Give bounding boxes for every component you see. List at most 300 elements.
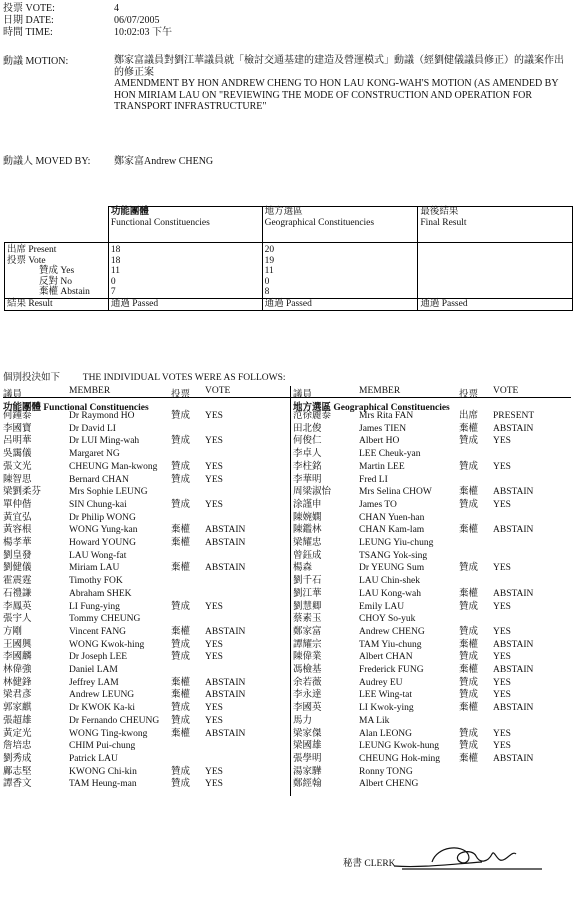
vote-zh: 贊成 xyxy=(171,474,191,485)
gc-row xyxy=(293,449,571,461)
col-vote-en-left: VOTE xyxy=(205,386,231,396)
member-name-en: CHEUNG Man-kwong xyxy=(69,461,158,472)
fc-row xyxy=(3,500,290,512)
motion-text-en: AMENDMENT BY HON ANDREW CHENG TO HON LAU KONG-WAH'S MOTION (AS AMENDED BY HON MIRIAM LAU ON "REVIEWING THE MODE OF CONSTRUCTION AND OPERATION FOR TRANSPORT INFRASTRUCTURE" xyxy=(114,78,559,112)
fc-row xyxy=(3,449,290,461)
member-name-en: WONG Ting-kwong xyxy=(69,728,148,739)
vote-zh: 棄權 xyxy=(459,525,479,536)
member-name-zh: 譚耀宗 xyxy=(293,639,322,650)
individual-votes-heading xyxy=(3,369,286,383)
fc-row xyxy=(3,767,290,779)
member-name-en: Howard YOUNG xyxy=(69,538,136,548)
vote-zh: 棄權 xyxy=(459,588,479,599)
vote-en: YES xyxy=(493,601,511,612)
vote-en: YES xyxy=(205,436,223,447)
member-name-en: LEUNG Yiu-chung xyxy=(359,538,434,548)
member-name-en: Alan LEONG xyxy=(359,728,413,739)
vote-en: YES xyxy=(493,499,511,510)
member-name-zh: 陳婉嫻 xyxy=(293,512,322,523)
summary-col-fc-zh: 功能團體 xyxy=(110,207,149,217)
summary-fc-yes: 11 xyxy=(110,266,121,277)
member-name-en: Patrick LAU xyxy=(69,753,118,764)
summary-col-gc xyxy=(262,207,418,243)
vote-zh: 贊成 xyxy=(459,563,479,574)
member-name-en: LAU Kong-wah xyxy=(359,588,422,599)
member-name-zh: 李國寶 xyxy=(3,423,32,434)
member-name-en: LI Kwok-ying xyxy=(359,703,414,714)
vote-zh: 贊成 xyxy=(171,703,191,714)
summary-fc-result: 通過 Passed xyxy=(108,298,262,310)
member-name-en: LI Fung-ying xyxy=(69,601,120,612)
gc-row xyxy=(293,665,571,677)
member-name-zh: 張超雄 xyxy=(3,715,32,726)
summary-gc-abstain: 8 xyxy=(264,287,270,298)
time-label: 時間 TIME: xyxy=(3,27,53,38)
vote-zh: 棄權 xyxy=(459,703,479,714)
vote-zh: 贊成 xyxy=(171,601,191,612)
member-name-zh: 涂謹申 xyxy=(293,499,322,510)
gc-row xyxy=(293,729,571,741)
vote-zh: 贊成 xyxy=(459,728,479,739)
vote-en: ABSTAIN xyxy=(205,677,246,688)
gc-row xyxy=(293,563,571,575)
member-name-en: Abraham SHEK xyxy=(69,588,132,599)
member-name-zh: 林健鋒 xyxy=(3,677,32,688)
date-value: 06/07/2005 xyxy=(114,15,160,26)
vote-en: ABSTAIN xyxy=(205,538,246,548)
summary-body xyxy=(5,243,573,299)
vote-en: YES xyxy=(205,411,223,421)
vote-en: YES xyxy=(493,741,511,752)
member-name-en: Audrey EU xyxy=(359,677,403,688)
vote-en: ABSTAIN xyxy=(493,703,534,714)
gc-row xyxy=(293,602,571,614)
vote-zh: 棄權 xyxy=(459,423,479,434)
fc-row xyxy=(3,411,290,423)
vote-en: YES xyxy=(205,601,223,612)
member-name-en: LEE Cheuk-yan xyxy=(359,449,421,460)
vote-en: YES xyxy=(493,652,511,663)
summary-gc-present: 20 xyxy=(264,245,275,255)
summary-gc-result: 通過 Passed xyxy=(262,298,418,310)
member-name-zh: 李柱銘 xyxy=(293,461,322,472)
gc-row xyxy=(293,525,571,537)
summary-labels xyxy=(5,243,109,299)
member-name-en: Emily LAU xyxy=(359,601,405,612)
vote-zh: 贊成 xyxy=(459,741,479,752)
member-name-en: Dr KWOK Ka-ki xyxy=(69,703,135,714)
gc-row xyxy=(293,538,571,550)
member-name-en: Miriam LAU xyxy=(69,563,120,574)
fc-row xyxy=(3,475,290,487)
summary-final-empty xyxy=(418,243,573,299)
fc-section-title: 功能團體 Functional Constituencies xyxy=(3,403,149,413)
gc-row xyxy=(293,500,571,512)
vote-zh: 贊成 xyxy=(171,461,191,472)
summary-col-final xyxy=(418,207,573,243)
member-name-en: Fred LI xyxy=(359,474,388,485)
member-name-en: Dr Joseph LEE xyxy=(69,652,128,663)
individual-votes-heading-en: THE INDIVIDUAL VOTES WERE AS FOLLOWS: xyxy=(82,373,286,383)
summary-gc-vote: 19 xyxy=(264,255,275,266)
member-name-zh: 郭家麒 xyxy=(3,703,32,714)
member-name-zh: 劉健儀 xyxy=(3,563,32,574)
member-name-zh: 蔡素玉 xyxy=(293,614,322,625)
moved-by-label: 動議人 MOVED BY: xyxy=(3,156,91,167)
fc-row xyxy=(3,424,290,436)
vote-en: YES xyxy=(493,728,511,739)
date-label: 日期 DATE: xyxy=(3,15,54,26)
member-name-en: Mrs Selina CHOW xyxy=(359,487,432,498)
member-name-en: CHAN Kam-lam xyxy=(359,525,425,536)
member-name-zh: 方剛 xyxy=(3,626,23,637)
vote-en: YES xyxy=(205,461,223,472)
gc-row xyxy=(293,741,571,753)
member-name-zh: 梁耀忠 xyxy=(293,538,322,548)
member-name-en: Dr YEUNG Sum xyxy=(359,563,425,574)
fc-row xyxy=(3,754,290,766)
vote-en: ABSTAIN xyxy=(493,665,534,675)
vote-en: ABSTAIN xyxy=(493,753,534,764)
vote-zh: 棄權 xyxy=(171,626,191,637)
vote-en: YES xyxy=(205,715,223,726)
summary-gc-no: 0 xyxy=(264,276,270,287)
member-name-en: Albert CHAN xyxy=(359,652,413,663)
fc-row xyxy=(3,589,290,601)
member-name-en: CHOY So-yuk xyxy=(359,614,416,625)
votes-column-header xyxy=(3,386,571,398)
member-name-zh: 劉秀成 xyxy=(3,753,32,764)
member-name-zh: 黃容根 xyxy=(3,525,32,536)
member-name-zh: 馬力 xyxy=(293,715,313,726)
vote-en: ABSTAIN xyxy=(205,690,246,701)
summary-col-fc-en: Functional Constituencies xyxy=(110,217,210,228)
member-name-zh: 陳鑑林 xyxy=(293,525,322,536)
summary-col-final-en: Final Result xyxy=(420,217,467,228)
member-name-zh: 余若薇 xyxy=(293,677,322,688)
fc-row xyxy=(3,462,290,474)
member-name-en: Albert CHENG xyxy=(359,779,419,790)
member-name-zh: 李國英 xyxy=(293,703,322,714)
column-divider xyxy=(290,386,291,796)
fc-row xyxy=(3,602,290,614)
fc-row xyxy=(3,729,290,741)
member-name-zh: 鄺志堅 xyxy=(3,766,32,777)
gc-row xyxy=(293,703,571,715)
vote-zh: 贊成 xyxy=(459,690,479,701)
fc-row xyxy=(3,576,290,588)
gc-row xyxy=(293,652,571,664)
motion-text-zh: 鄭家富議員對劉江華議員就「檢討交通基建的建造及營運模式」動議（經劉健儀議員修正）的議案作出的修正案 xyxy=(114,55,564,78)
member-name-zh: 楊孝華 xyxy=(3,538,32,548)
member-name-zh: 陳智思 xyxy=(3,474,32,485)
member-name-zh: 張宇人 xyxy=(3,614,32,625)
gc-row xyxy=(293,462,571,474)
member-name-zh: 陳偉業 xyxy=(293,652,322,663)
gc-row xyxy=(293,678,571,690)
vote-en: ABSTAIN xyxy=(493,423,534,434)
vote-en: ABSTAIN xyxy=(205,563,246,574)
vote-en: YES xyxy=(205,766,223,777)
member-name-zh: 梁劉柔芬 xyxy=(3,487,42,498)
gc-row xyxy=(293,779,571,791)
member-name-en: TSANG Yok-sing xyxy=(359,550,428,561)
member-name-zh: 周梁淑怡 xyxy=(293,487,332,498)
vote-number-value: 4 xyxy=(114,3,119,14)
summary-col-final-zh: 最後結果 xyxy=(420,207,459,217)
member-name-zh: 張文光 xyxy=(3,461,32,472)
gc-row xyxy=(293,589,571,601)
summary-col-fc xyxy=(108,207,262,243)
vote-zh: 棄權 xyxy=(171,677,191,688)
summary-fc-no: 0 xyxy=(110,276,116,287)
vote-en: ABSTAIN xyxy=(205,626,246,637)
member-name-en: Dr Fernando CHEUNG xyxy=(69,715,160,726)
gc-section-title: 地方選區 Geographical Constituencies xyxy=(293,403,450,413)
col-member-en-right: MEMBER xyxy=(359,386,401,396)
member-name-zh: 石禮謙 xyxy=(3,588,32,599)
summary-gc-yes: 11 xyxy=(264,266,274,277)
fc-row xyxy=(3,487,290,499)
member-name-zh: 呂明華 xyxy=(3,436,32,447)
member-name-zh: 鄭家富 xyxy=(293,626,322,637)
vote-en: ABSTAIN xyxy=(493,639,534,650)
col-vote-zh-left: 投票 xyxy=(171,390,191,400)
summary-table xyxy=(4,206,573,311)
member-name-en: CHAN Yuen-han xyxy=(359,512,425,523)
vote-number-label: 投票 VOTE: xyxy=(3,3,55,14)
vote-zh: 棄權 xyxy=(459,487,479,498)
fc-row xyxy=(3,779,290,791)
vote-zh: 贊成 xyxy=(459,677,479,688)
vote-en: ABSTAIN xyxy=(493,525,534,536)
member-name-en: TAM Yiu-chung xyxy=(359,639,422,650)
vote-zh: 贊成 xyxy=(171,639,191,650)
vote-zh: 贊成 xyxy=(459,436,479,447)
member-name-zh: 李華明 xyxy=(293,474,322,485)
gc-row xyxy=(293,716,571,728)
fc-row xyxy=(3,716,290,728)
vote-en: ABSTAIN xyxy=(493,487,534,498)
fc-row xyxy=(3,614,290,626)
vote-zh: 贊成 xyxy=(171,652,191,663)
member-name-en: Frederick FUNG xyxy=(359,665,424,675)
vote-en: ABSTAIN xyxy=(205,525,246,536)
member-name-zh: 劉皇發 xyxy=(3,550,32,561)
vote-zh: 棄權 xyxy=(459,639,479,650)
vote-zh: 贊成 xyxy=(459,626,479,637)
fc-row xyxy=(3,563,290,575)
vote-zh: 贊成 xyxy=(171,715,191,726)
member-name-en: WONG Yung-kan xyxy=(69,525,138,536)
vote-en: YES xyxy=(205,779,223,790)
fc-row xyxy=(3,525,290,537)
gc-row xyxy=(293,551,571,563)
summary-final-result: 通過 Passed xyxy=(418,298,573,310)
fc-row xyxy=(3,538,290,550)
gc-row xyxy=(293,513,571,525)
member-name-zh: 張學明 xyxy=(293,753,322,764)
member-name-zh: 霍震霆 xyxy=(3,576,32,587)
fc-row xyxy=(3,741,290,753)
gc-row xyxy=(293,614,571,626)
vote-en: PRESENT xyxy=(493,411,535,421)
summary-col-gc-zh: 地方選區 xyxy=(264,207,303,217)
member-name-zh: 鄭經翰 xyxy=(293,779,322,790)
motion-label: 動議 MOTION: xyxy=(3,56,69,67)
vote-en: YES xyxy=(493,677,511,688)
summary-label-present: 出席 Present xyxy=(7,245,57,255)
member-name-en: Andrew LEUNG xyxy=(69,690,135,701)
fc-row xyxy=(3,652,290,664)
fc-row xyxy=(3,690,290,702)
motion-text xyxy=(114,55,572,113)
summary-fc-vote: 18 xyxy=(110,255,121,266)
member-name-en: James TO xyxy=(359,499,397,510)
vote-en: YES xyxy=(493,461,511,472)
gc-row xyxy=(293,754,571,766)
member-name-zh: 曾鈺成 xyxy=(293,550,322,561)
gc-row xyxy=(293,411,571,423)
summary-col-gc-en: Geographical Constituencies xyxy=(264,217,375,228)
fc-row xyxy=(3,678,290,690)
vote-zh: 棄權 xyxy=(171,563,191,574)
vote-zh: 贊成 xyxy=(459,652,479,663)
summary-header-row xyxy=(5,207,573,243)
vote-zh: 棄權 xyxy=(459,753,479,764)
gc-row xyxy=(293,576,571,588)
col-member-zh-right: 議員 xyxy=(293,390,313,400)
member-name-en: Martin LEE xyxy=(359,461,405,472)
vote-zh: 棄權 xyxy=(171,690,191,701)
member-name-en: James TIEN xyxy=(359,423,407,434)
member-name-zh: 田北俊 xyxy=(293,423,322,434)
member-name-en: CHEUNG Hok-ming xyxy=(359,753,441,764)
member-name-en: SIN Chung-kai xyxy=(69,499,127,510)
vote-zh: 棄權 xyxy=(171,728,191,739)
member-name-zh: 湯家驊 xyxy=(293,766,322,777)
vote-en: YES xyxy=(493,626,511,637)
member-name-en: WONG Kwok-hing xyxy=(69,639,145,650)
member-name-zh: 何鍾泰 xyxy=(3,411,32,421)
summary-gc-values xyxy=(262,243,418,299)
vote-en: YES xyxy=(205,499,223,510)
member-name-en: KWONG Chi-kin xyxy=(69,766,137,777)
member-name-zh: 劉千石 xyxy=(293,576,322,587)
fc-row xyxy=(3,436,290,448)
summary-fc-present: 18 xyxy=(110,245,121,255)
fc-row xyxy=(3,551,290,563)
moved-by-value: 鄭家富Andrew CHENG xyxy=(114,156,214,167)
member-name-en: LAU Chin-shek xyxy=(359,576,420,587)
clerk-signature xyxy=(343,855,396,869)
gc-row xyxy=(293,767,571,779)
member-name-en: Margaret NG xyxy=(69,449,120,460)
col-vote-zh-right: 投票 xyxy=(459,390,479,400)
gc-row xyxy=(293,475,571,487)
clerk-label: 秘書 CLERK xyxy=(343,859,396,869)
member-name-zh: 李鳳英 xyxy=(3,601,32,612)
vote-zh: 贊成 xyxy=(459,461,479,472)
col-member-zh-left: 議員 xyxy=(3,390,23,400)
gc-row xyxy=(293,424,571,436)
gc-row xyxy=(293,690,571,702)
handwritten-signature xyxy=(392,842,552,874)
vote-zh: 贊成 xyxy=(459,601,479,612)
member-name-en: MA Lik xyxy=(359,715,390,726)
vote-en: YES xyxy=(205,652,223,663)
member-name-zh: 李國麟 xyxy=(3,652,32,663)
vote-en: YES xyxy=(205,703,223,714)
member-name-zh: 王國興 xyxy=(3,639,32,650)
member-name-en: CHIM Pui-chung xyxy=(69,741,136,752)
member-name-zh: 梁國雄 xyxy=(293,741,322,752)
fc-row xyxy=(3,665,290,677)
member-name-en: Dr Philip WONG xyxy=(69,512,136,523)
fc-row xyxy=(3,703,290,715)
member-name-en: Ronny TONG xyxy=(359,766,413,777)
vote-zh: 棄權 xyxy=(171,538,191,548)
member-name-en: LAU Wong-fat xyxy=(69,550,127,561)
fc-row xyxy=(3,640,290,652)
member-name-en: LEUNG Kwok-hung xyxy=(359,741,439,752)
vote-zh: 棄權 xyxy=(171,525,191,536)
gc-row xyxy=(293,487,571,499)
member-name-en: Dr David LI xyxy=(69,423,116,434)
member-name-en: Albert HO xyxy=(359,436,400,447)
time-value: 10:02:03 下午 xyxy=(114,27,173,38)
member-name-zh: 林偉強 xyxy=(3,665,32,675)
member-name-zh: 范徐麗泰 xyxy=(293,411,332,421)
member-name-en: Mrs Rita FAN xyxy=(359,411,414,421)
gc-row xyxy=(293,627,571,639)
member-name-en: LEE Wing-tat xyxy=(359,690,412,701)
vote-en: YES xyxy=(205,639,223,650)
fc-row xyxy=(3,627,290,639)
member-name-zh: 劉慧卿 xyxy=(293,601,322,612)
summary-label-vote: 投票 Vote xyxy=(7,255,46,266)
member-name-zh: 詹培忠 xyxy=(3,741,32,752)
member-name-zh: 馮檢基 xyxy=(293,665,322,675)
member-name-zh: 楊森 xyxy=(293,563,313,574)
vote-en: YES xyxy=(205,474,223,485)
member-name-zh: 黃定光 xyxy=(3,728,32,739)
member-name-zh: 吳靄儀 xyxy=(3,449,32,460)
summary-result-row xyxy=(5,298,573,310)
vote-zh: 贊成 xyxy=(171,499,191,510)
vote-zh: 棄權 xyxy=(459,665,479,675)
gc-row xyxy=(293,640,571,652)
summary-label-abstain: 棄權 Abstain xyxy=(39,287,90,298)
vote-en: YES xyxy=(493,690,511,701)
member-name-zh: 梁家傑 xyxy=(293,728,322,739)
vote-zh: 贊成 xyxy=(171,779,191,790)
member-name-zh: 梁君彥 xyxy=(3,690,32,701)
vote-en: YES xyxy=(493,563,511,574)
member-name-en: Mrs Sophie LEUNG xyxy=(69,487,148,498)
fc-row xyxy=(3,513,290,525)
member-name-en: Jeffrey LAM xyxy=(69,677,119,688)
col-member-en-left: MEMBER xyxy=(69,386,111,396)
member-name-en: Andrew CHENG xyxy=(359,626,425,637)
vote-zh: 贊成 xyxy=(171,436,191,447)
vote-en: ABSTAIN xyxy=(493,588,534,599)
vote-zh: 贊成 xyxy=(459,499,479,510)
member-name-zh: 譚香文 xyxy=(3,779,32,790)
member-name-en: TAM Heung-man xyxy=(69,779,137,790)
individual-votes-heading-zh: 個別投決如下 xyxy=(3,373,61,383)
member-name-en: Vincent FANG xyxy=(69,626,127,637)
